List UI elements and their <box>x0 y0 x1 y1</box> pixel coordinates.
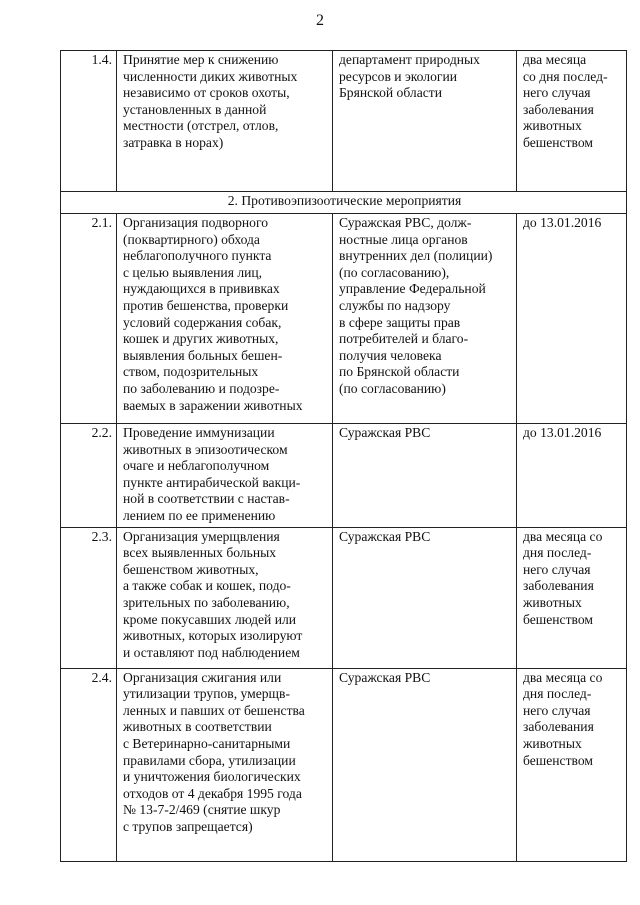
responsible-line: ностные лица органов <box>339 231 468 247</box>
responsible-cell <box>333 51 517 192</box>
task-line: неблагополучного пункта <box>123 248 272 264</box>
term-line: него случая <box>523 85 591 101</box>
item-number: 2.1. <box>61 214 117 424</box>
task-line: против бешенства, проверки <box>123 297 289 313</box>
responsible-line: Суражская РВС <box>339 425 431 440</box>
task-line: бешенством животных, <box>123 561 259 577</box>
task-line: отходов от 4 декабря 1995 года <box>123 785 302 801</box>
responsible-line: в сфере защиты прав <box>339 314 461 330</box>
task-line: и оставляют под наблюдением <box>123 644 300 660</box>
task-line: с трупов запрещается) <box>123 818 253 834</box>
term-line: два месяца <box>523 52 587 67</box>
task-line: нуждающихся в прививках <box>123 281 280 297</box>
responsible-cell <box>333 214 517 424</box>
item-number: 2.3. <box>61 527 117 668</box>
term-line: заболевания <box>523 578 594 594</box>
responsible-cell <box>333 527 517 668</box>
table-row <box>61 527 627 668</box>
task-line: пункте антирабической вакци- <box>123 474 301 490</box>
task-cell <box>117 527 333 668</box>
task-line: очаге и неблагополучном <box>123 458 270 474</box>
term-cell <box>517 527 627 668</box>
responsible-line: службы по надзору <box>339 297 451 313</box>
task-line: правилами сбора, утилизации <box>123 752 296 768</box>
section-header-row <box>61 192 627 214</box>
task-line: Организация умерщвления <box>123 528 280 544</box>
task-line: животных, которых изолируют <box>123 628 303 644</box>
task-line: всех выявленных больных <box>123 545 277 561</box>
task-line: лением по ее применению <box>123 507 276 523</box>
task-line: независимо от сроков охоты, <box>123 85 290 101</box>
table-body <box>61 51 627 862</box>
task-line: затравка в норах) <box>123 134 224 150</box>
responsible-line: Брянской области <box>339 85 442 101</box>
responsible-line: (по согласованию), <box>339 264 450 280</box>
term-line: до 13.01.2016 <box>523 215 602 230</box>
table-row <box>61 214 627 424</box>
term-line: до 13.01.2016 <box>523 425 602 440</box>
item-number: 1.4. <box>61 51 117 192</box>
task-line: по заболеванию и подозре- <box>123 380 280 396</box>
task-line: Организация подворного <box>123 215 268 230</box>
task-line: кошек и других животных, <box>123 331 279 347</box>
term-line: дня послед- <box>523 686 592 702</box>
table-row <box>61 424 627 528</box>
term-line: два месяца со <box>523 528 603 544</box>
term-line: два месяца со <box>523 669 603 685</box>
table-row <box>61 668 627 861</box>
task-line: животных в эпизоотическом <box>123 441 288 457</box>
task-cell <box>117 424 333 528</box>
term-cell <box>517 424 627 528</box>
responsible-line: внутренних дел (полиции) <box>339 248 493 264</box>
task-line: ной в соответствии с настав- <box>123 491 290 507</box>
responsible-line: по Брянской области <box>339 364 460 380</box>
measures-table <box>60 50 627 862</box>
term-line: со дня послед- <box>523 68 608 84</box>
responsible-line: ресурсов и экологии <box>339 68 458 84</box>
term-line: него случая <box>523 561 591 577</box>
task-cell <box>117 668 333 861</box>
task-line: местности (отстрел, отлов, <box>123 118 279 134</box>
page-number: 2 <box>316 12 324 29</box>
section-title: 2. Противоэпизоотические мероприятия <box>61 192 627 214</box>
task-line: ваемых в заражении животных <box>123 397 303 413</box>
item-number: 2.2. <box>61 424 117 528</box>
term-line: бешенством <box>523 611 593 627</box>
task-line: Организация сжигания или <box>123 669 282 685</box>
task-line: условий содержания собак, <box>123 314 282 330</box>
term-line: бешенством <box>523 752 593 768</box>
term-cell <box>517 214 627 424</box>
task-line: с Ветеринарно-санитарными <box>123 735 291 751</box>
task-line: ленных и павших от бешенства <box>123 702 305 718</box>
term-line: него случая <box>523 702 591 718</box>
task-line: зрительных по заболеванию, <box>123 594 290 610</box>
task-line: и уничтожения биологических <box>123 769 301 785</box>
task-line: выявления больных бешен- <box>123 347 283 363</box>
responsible-line: Суражская РВС, долж- <box>339 215 472 230</box>
responsible-cell <box>333 668 517 861</box>
responsible-cell <box>333 424 517 528</box>
term-line: бешенством <box>523 134 593 150</box>
task-line: Проведение иммунизации <box>123 425 275 440</box>
task-line: ством, подозрительных <box>123 364 259 380</box>
responsible-line: потребителей и благо- <box>339 331 469 347</box>
task-line: Принятие мер к снижению <box>123 52 279 67</box>
responsible-line: (по согласованию) <box>339 380 446 396</box>
task-cell <box>117 214 333 424</box>
term-line: животных <box>523 594 582 610</box>
term-line: дня послед- <box>523 545 592 561</box>
task-line: установленных в данной <box>123 101 267 117</box>
responsible-line: Суражская РВС <box>339 669 431 685</box>
task-cell <box>117 51 333 192</box>
table-row <box>61 51 627 192</box>
term-cell <box>517 51 627 192</box>
task-line: численности диких животных <box>123 68 298 84</box>
responsible-line: получия человека <box>339 347 442 363</box>
term-line: заболевания <box>523 101 594 117</box>
term-line: заболевания <box>523 719 594 735</box>
task-line: животных в соответствии <box>123 719 272 735</box>
task-line: № 13-7-2/469 (снятие шкур <box>123 802 281 818</box>
task-line: утилизации трупов, умерщв- <box>123 686 290 702</box>
responsible-line: Суражская РВС <box>339 528 431 544</box>
responsible-line: департамент природных <box>339 52 480 67</box>
responsible-line: управление Федеральной <box>339 281 486 297</box>
task-line: с целью выявления лиц, <box>123 264 263 280</box>
task-line: кроме покусавших людей или <box>123 611 297 627</box>
term-cell <box>517 668 627 861</box>
term-line: животных <box>523 735 582 751</box>
task-line: а также собак и кошек, подо- <box>123 578 291 594</box>
task-line: (поквартирного) обхода <box>123 231 260 247</box>
term-line: животных <box>523 118 582 134</box>
item-number: 2.4. <box>61 668 117 861</box>
